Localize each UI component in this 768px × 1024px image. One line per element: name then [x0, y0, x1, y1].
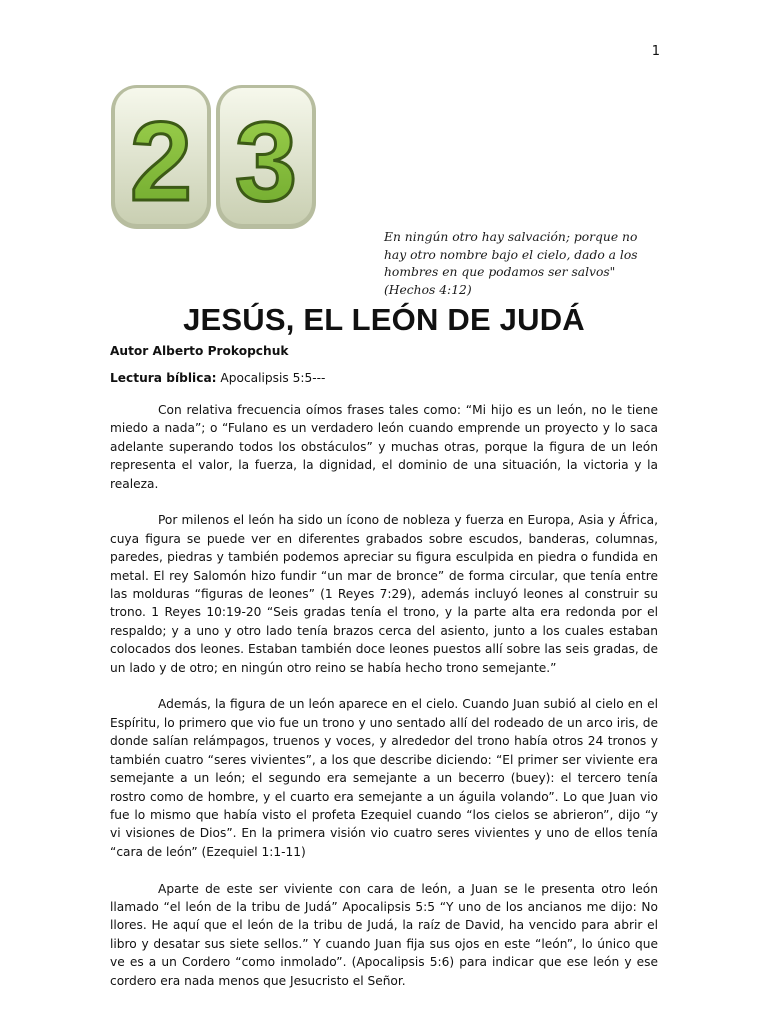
- tile-3: [216, 85, 316, 229]
- digit-3: 3: [234, 99, 298, 224]
- author-line: Autor Alberto Prokopchuk: [110, 344, 289, 358]
- paragraph: Aparte de este ser viviente con cara de león, a Juan se le presenta otro león llamado “el león de la tribu de Judá” Apocalipsis 5:5 “Y uno de los ancianos me dijo: No llores. He aquí que el león de la tribu de Judá, la raíz de David, ha vencido para abrir el libro y desatar sus siete sellos.” Y cuando Juan fija sus ojos en este “león”, lo único que ve es a un Cordero “como inmolado”. (Apocalipsis 5:6) para indicar que ese león y ese cordero era nada menos que Jesucristo el Señor.: [110, 881, 658, 988]
- article-body: [110, 401, 658, 1008]
- epigraph-quote: En ningún otro hay salvación; porque no hay otro nombre bajo el cielo, dado a los hombres en que podamos ser salvos" (Hechos 4:12): [384, 230, 638, 297]
- bible-reading-reference: Apocalipsis 5:5---: [216, 371, 326, 385]
- page-number: 1: [651, 44, 660, 59]
- bible-reading-label: Lectura bíblica:: [110, 371, 217, 385]
- number-23-logo: [108, 82, 320, 234]
- bible-reading-line: [110, 371, 325, 385]
- paragraph: Por milenos el león ha sido un ícono de nobleza y fuerza en Europa, Asia y África, cuya figura se puede ver en diferentes grabados sobre escudos, banderas, columnas, paredes, piedras y también podemos apreciar su figura esculpida en piedra o fundida en metal. El rey Salomón hizo fundir “un mar de bronce” de forma circular, que tenía entre las molduras “figuras de leones” (1 Reyes 7:29), además incluyó leones al construir su trono. 1 Reyes 10:19-20 “Seis gradas tenía el trono, y la parte alta era redonda por el respaldo; y a uno y otro lado tenía brazos cerca del asiento, junto a los cuales estaban colocados dos leones. Estaban también doce leones puestos allí sobre las seis gradas, de un lado y de otro; en ningún otro reino se había hecho trono semejante.”: [110, 513, 658, 675]
- paragraph: Con relativa frecuencia oímos frases tales como: “Mi hijo es un león, no le tiene miedo a nada”; o “Fulano es un verdadero león cuando emprende un proyecto y lo saca adelante superando todos los obstáculos” y muchas otras, porque la figura de un león representa el valor, la fuerza, la dignidad, el dominio de una situación, la victoria y la realeza.: [110, 403, 658, 491]
- tile-2: [111, 85, 211, 229]
- paragraph: Además, la figura de un león aparece en el cielo. Cuando Juan subió al cielo en el Espíritu, lo primero que vio fue un trono y uno sentado allí del rodeado de un arco iris, de donde salían relámpagos, truenos y voces, y alrededor del trono había otros 24 tronos y también cuatro “seres vivientes”, a los que describe diciendo: “El primer ser viviente era semejante a un león; el segundo era semejante a un becerro (buey): el tercero tenía rostro como de hombre, y el cuarto era semejante a un águila volando”. Lo que Juan vio fue lo mismo que había visto el profeta Ezequiel cuando “los cielos se abrieron”, dijo “y vi visiones de Dios”. En la primera visión vio cuatro seres vivientes y uno de ellos tenía “cara de león” (Ezequiel 1:1-11): [110, 697, 658, 859]
- digit-2: 2: [129, 99, 193, 224]
- page-title: JESÚS, EL LEÓN DE JUDÁ: [183, 302, 585, 337]
